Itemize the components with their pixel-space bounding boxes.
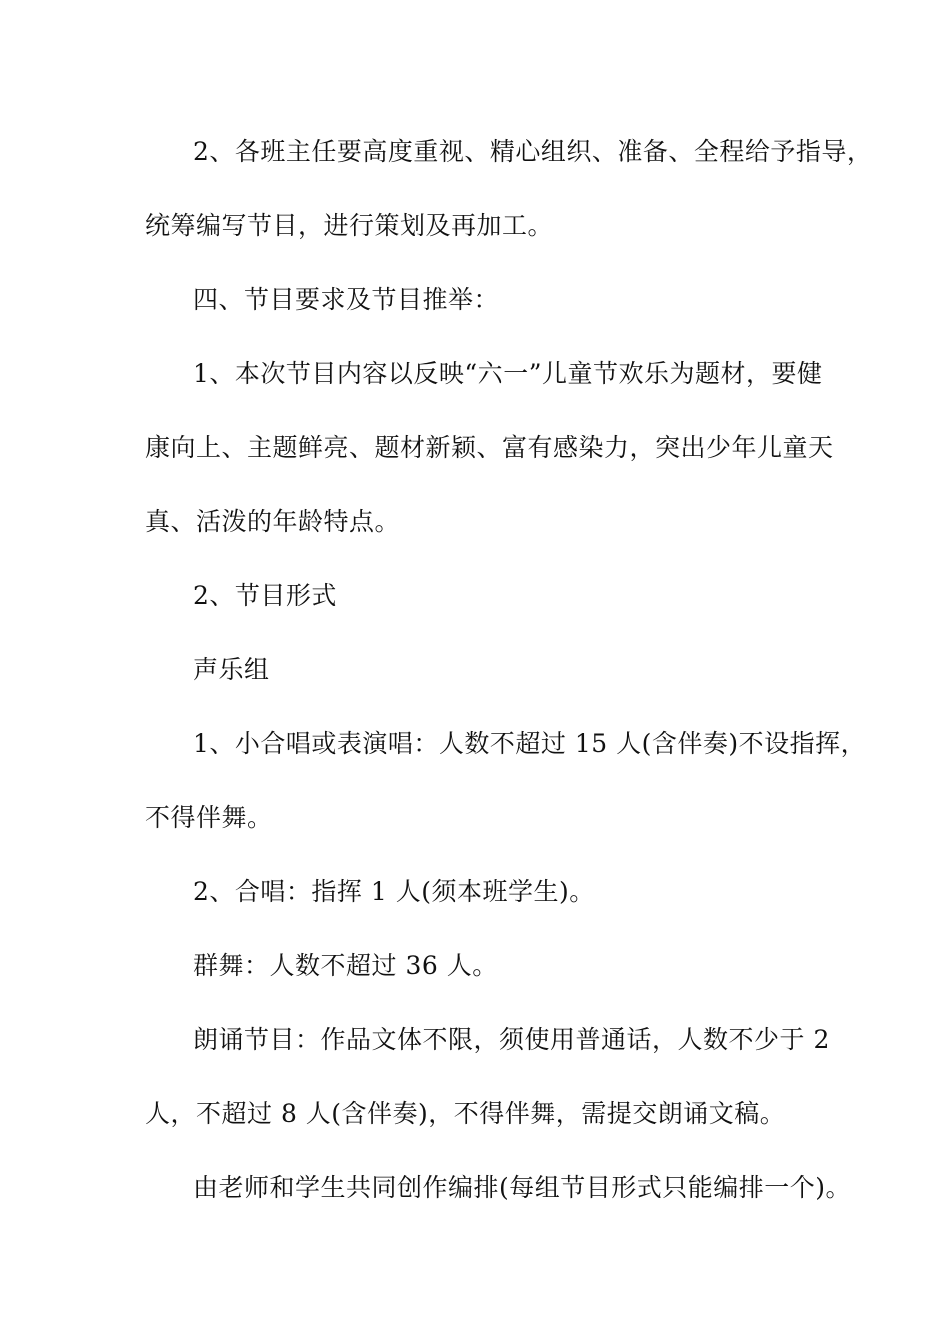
- subheading: 声乐组: [193, 655, 270, 684]
- subheading: 2、节目形式: [193, 581, 337, 610]
- paragraph-line: 统筹编写节目，进行策划及再加工。: [145, 211, 554, 240]
- paragraph-line: 康向上、主题鲜亮、题材新颖、富有感染力，突出少年儿童天: [145, 433, 834, 462]
- paragraph-line: 由老师和学生共同创作编排(每组节目形式只能编排一个)。: [193, 1173, 852, 1202]
- paragraph-line: 2、各班主任要高度重视、精心组织、准备、全程给予指导，: [193, 137, 873, 166]
- paragraph-line: 不得伴舞。: [145, 803, 273, 832]
- paragraph-line: 人，不超过 8 人(含伴奏)，不得伴舞，需提交朗诵文稿。: [145, 1099, 786, 1128]
- paragraph-line: 群舞：人数不超过 36 人。: [193, 951, 498, 980]
- paragraph-line: 2、合唱：指挥 1 人(须本班学生)。: [193, 877, 595, 906]
- paragraph-line: 朗诵节目：作品文体不限，须使用普通话，人数不少于 2: [193, 1025, 830, 1054]
- paragraph-line: 1、小合唱或表演唱：人数不超过 15 人(含伴奏)不设指挥，: [193, 729, 867, 758]
- section-heading: 四、节目要求及节目推举：: [193, 285, 500, 314]
- paragraph-line: 真、活泼的年龄特点。: [145, 507, 401, 536]
- paragraph-line: 1、本次节目内容以反映“六一”儿童节欢乐为题材，要健: [193, 359, 823, 388]
